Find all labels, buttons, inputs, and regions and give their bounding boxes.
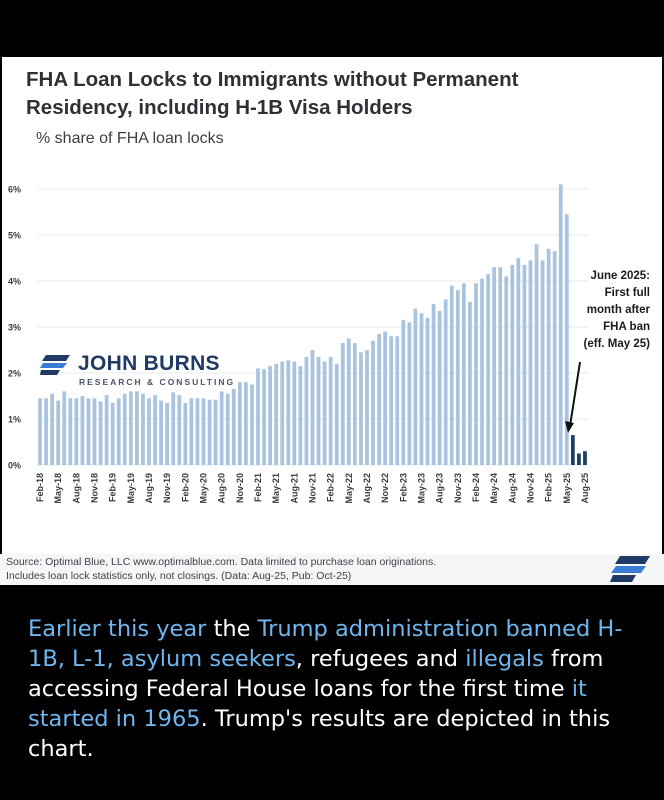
bar	[353, 343, 357, 465]
bar	[486, 274, 490, 465]
bar	[553, 251, 557, 465]
bar	[341, 343, 345, 465]
bar	[74, 398, 78, 465]
x-tick-label: May-21	[271, 473, 282, 504]
x-tick-label: Nov-21	[307, 473, 318, 504]
logo-name: JOHN BURNS	[78, 352, 220, 375]
x-tick-label: May-23	[416, 473, 427, 504]
bar	[93, 398, 97, 465]
x-tick-label: Feb-22	[325, 473, 336, 503]
bar	[323, 362, 327, 466]
x-tick-label: Feb-21	[253, 473, 264, 503]
caption-highlight: Trump administration banned H-1B, L-1, asylum seekers	[28, 616, 623, 672]
caption-text: . Trump's results are depicted in this chart.	[28, 706, 611, 762]
x-axis-ticks	[35, 473, 590, 504]
x-tick-label: Aug-22	[361, 473, 372, 504]
bar	[250, 385, 254, 466]
x-tick-label: Aug-24	[507, 473, 518, 504]
x-tick-label: Aug-20	[216, 473, 227, 504]
bar	[111, 403, 115, 465]
annotation-line: First full	[604, 287, 650, 299]
x-tick-label: Aug-18	[71, 473, 82, 504]
x-tick-label: Feb-24	[470, 473, 481, 503]
bar	[504, 276, 508, 465]
x-tick-label: Aug-21	[289, 473, 300, 504]
x-tick-label: May-20	[198, 473, 209, 504]
bar	[492, 267, 496, 465]
x-tick-label: Nov-20	[234, 473, 245, 504]
bar	[208, 400, 212, 465]
bar	[44, 398, 48, 465]
x-tick-label: May-18	[53, 473, 64, 504]
caption-highlight: Earlier this year	[28, 616, 207, 642]
bar	[359, 352, 363, 465]
annotation-line: (eff. May 25)	[583, 338, 650, 350]
bar	[123, 394, 127, 465]
bar	[226, 394, 230, 465]
bar	[317, 357, 321, 465]
bar	[426, 318, 430, 465]
bar	[190, 398, 194, 465]
bar	[523, 265, 527, 465]
x-tick-label: May-25	[561, 473, 572, 504]
caption-text: the	[206, 616, 258, 642]
bar	[468, 302, 472, 465]
bar	[262, 369, 266, 465]
bar	[280, 362, 284, 466]
y-tick-label: 3%	[8, 322, 22, 333]
bar	[571, 435, 575, 465]
chart-title: FHA Loan Locks to Immigrants without Permanent Residency, including H-1B Visa Holders	[26, 68, 519, 119]
bar	[177, 395, 181, 465]
bar	[371, 341, 375, 465]
bar	[583, 451, 587, 465]
bar	[438, 311, 442, 465]
bar	[311, 350, 315, 465]
bar	[244, 382, 248, 465]
x-tick-label: Aug-25	[579, 473, 590, 504]
bar	[274, 364, 278, 465]
y-tick-label: 2%	[8, 368, 22, 379]
bar	[414, 309, 418, 465]
caption-text: , refugees and	[295, 646, 466, 672]
bar	[232, 389, 236, 465]
bar	[510, 265, 514, 465]
x-tick-label: Feb-23	[398, 473, 409, 503]
x-tick-label: May-22	[343, 473, 354, 504]
bar	[68, 398, 72, 465]
bar	[444, 299, 448, 465]
bar	[377, 334, 381, 465]
bar	[389, 336, 393, 465]
annotation-line: month after	[586, 304, 650, 316]
bar	[238, 382, 242, 465]
bar	[99, 402, 103, 465]
logo-subtitle: RESEARCH & CONSULTING	[79, 377, 236, 387]
x-tick-label: Nov-18	[89, 473, 100, 504]
x-tick-label: Nov-19	[162, 473, 173, 504]
bar	[38, 398, 42, 465]
bar	[202, 398, 206, 465]
bar	[50, 394, 54, 465]
y-tick-label: 4%	[8, 276, 22, 287]
source-note	[6, 555, 586, 583]
x-tick-label: May-24	[489, 473, 500, 504]
x-tick-label: Feb-18	[35, 473, 46, 503]
bar	[135, 391, 139, 465]
bar	[329, 357, 333, 465]
annotation-line: FHA ban	[603, 321, 650, 333]
bar	[165, 403, 169, 465]
source-line: Source: Optimal Blue, LLC www.optimalblue.com. Data limited to purchase loan originations.	[6, 556, 437, 568]
annotation-line: June 2025:	[590, 270, 650, 282]
y-tick-label: 1%	[8, 414, 22, 425]
bar	[365, 350, 369, 465]
bar	[256, 368, 260, 465]
y-tick-label: 6%	[8, 184, 22, 195]
bar	[541, 260, 545, 465]
chart-subtitle: % share of FHA loan locks	[36, 130, 224, 147]
bar	[401, 320, 405, 465]
x-tick-label: Nov-24	[525, 473, 536, 504]
bar	[408, 322, 412, 465]
brand-logo-icon	[610, 556, 650, 582]
bar	[56, 401, 60, 465]
bar	[480, 279, 484, 465]
bar	[462, 283, 466, 465]
bar	[62, 391, 66, 465]
bar	[196, 398, 200, 465]
bar	[547, 249, 551, 465]
caption-highlight: it started in 1965	[28, 676, 587, 732]
bar	[171, 392, 175, 465]
bar	[456, 290, 460, 465]
bar	[474, 283, 478, 465]
x-tick-label: Feb-19	[107, 473, 118, 503]
bar	[516, 258, 520, 465]
bar	[214, 400, 218, 465]
bar	[347, 339, 351, 466]
caption-highlight: illegals	[465, 646, 544, 672]
bar	[420, 313, 424, 465]
bar	[220, 391, 224, 465]
source-line: Includes loan lock statistics only, not closings. (Data: Aug-25, Pub: Oct-25)	[6, 570, 352, 582]
bar	[117, 398, 121, 465]
x-tick-label: Feb-25	[543, 473, 554, 503]
bar	[105, 395, 109, 465]
x-tick-label: Nov-23	[452, 473, 463, 504]
x-tick-label: May-19	[125, 473, 136, 504]
bar	[535, 244, 539, 465]
y-tick-label: 5%	[8, 230, 22, 241]
bar	[498, 267, 502, 465]
bar	[268, 366, 272, 465]
bar	[183, 403, 187, 465]
bar	[159, 401, 163, 465]
x-tick-label: Feb-20	[180, 473, 191, 503]
bars	[38, 184, 587, 465]
y-axis-ticks	[8, 185, 21, 471]
annotation-arrow	[570, 362, 580, 426]
bar	[395, 336, 399, 465]
bar	[299, 366, 303, 465]
bar	[529, 260, 533, 465]
bar	[153, 395, 157, 465]
bar	[335, 364, 339, 465]
bar	[147, 398, 151, 465]
bar	[292, 362, 296, 466]
bar	[81, 396, 85, 465]
bar	[383, 332, 387, 465]
x-tick-label: Aug-23	[434, 473, 445, 504]
june-2025-annotation	[562, 268, 650, 353]
bar	[432, 304, 436, 465]
bar	[305, 357, 309, 465]
caption-text: from accessing Federal House loans for the first time	[28, 646, 604, 702]
bar	[577, 454, 581, 466]
x-tick-label: Nov-22	[380, 473, 391, 504]
post-caption	[28, 614, 648, 764]
bar	[286, 360, 290, 465]
bar	[141, 394, 145, 465]
x-tick-label: Aug-19	[144, 473, 155, 504]
y-tick-label: 0%	[8, 460, 22, 471]
logo-mark-icon	[40, 355, 70, 375]
bar	[129, 391, 133, 465]
bar	[450, 286, 454, 465]
bar	[87, 398, 91, 465]
